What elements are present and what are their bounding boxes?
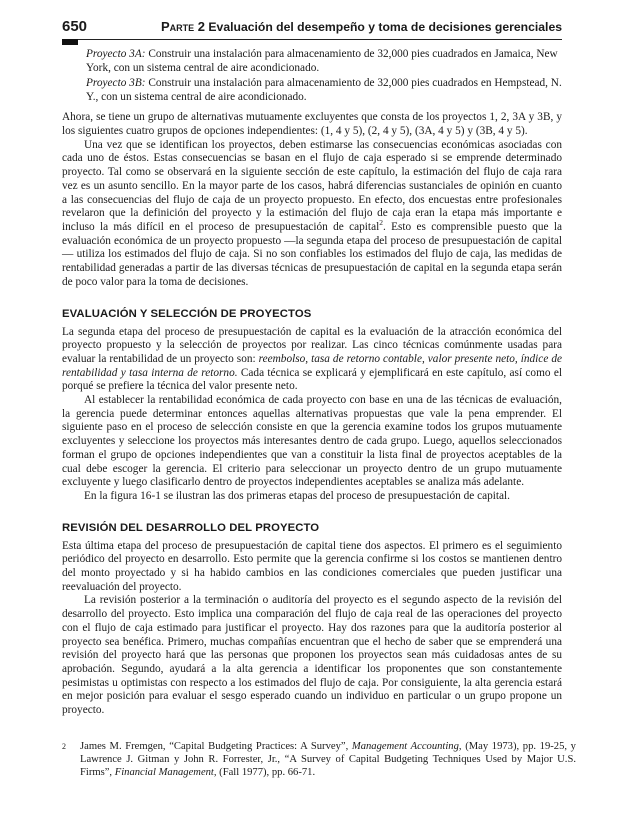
header-rule [62, 39, 562, 42]
techniques-list: reembolso, tasa de retorno contable, valor presente neto, índice de rentabilidad y tasa interna de retorno. [62, 352, 562, 379]
footnote-text: (Fall 1977), pp. 66-71. [216, 767, 316, 779]
project-3a [86, 48, 562, 75]
paragraph: Ahora, se tiene un grupo de alternativas mutuamente excluyentes que consta de los proyectos 1, 2, 3A y 3B, y los siguientes cuatro grupos de opciones independientes: (1, 4 y 5), (2, 4 y 5), (3A, 4 y 5) y (3B, 4 y 5). [62, 111, 562, 138]
footnote [62, 740, 576, 780]
paragraph: Al establecer la rentabilidad económica de cada proyecto con base en una de las técnicas de evaluación, la gerencia puede determinar entonces aquellas alternativas propuestas que vale la pena emprender. El siguiente paso en el proceso de selección consiste en que la gerencia examine todos los grupos mutuamente excluyentes y seleccione los proyectos más interesantes dentro de cada grupo. Luego, aquellos seleccionados forman el grupo de opciones independientes que van a constituir la lista final de proyectos aceptables de la cual debe escoger la gerencia. El criterio para seleccionar un proyecto dentro de un grupo mutuamente excluyente y luego clasificarlo dentro de proyectos independientes aceptables se analiza más adelante. [62, 394, 562, 489]
paragraph: La revisión posterior a la terminación o auditoría del proyecto es el segundo aspecto de la revisión del desarrollo del proyecto. Esto implica una comparación del flujo de caja real de las operaciones del proyecto con el flujo de caja estimado para justificar el proyecto. Hay dos razones para que la auditoría posterior al proyecto sea benéfica. Primero, muchas compañías encuentran que el hecho de saber que se emprenderá una revisión del proyecto hará que las personas que proponen los proyectos sean más cuidadosas antes de su aprobación. Segundo, ayudará a la alta gerencia a identificar los proponentes que son constantemente pesimistas u optimistas con respecto a los estimados del flujo de caja. Por consiguiente, la alta gerencia estará en mejor posición para evaluar el sesgo esperado cuando un individuo en particular o un grupo propone un proyecto. [62, 594, 562, 717]
project-3b [86, 77, 562, 104]
section-title: Evaluación del desempeño y toma de decisiones gerenciales [208, 20, 562, 34]
section-heading: REVISIÓN DEL DESARROLLO DEL PROYECTO [62, 521, 320, 534]
paragraph-text: . Esto es comprensible puesto que la evaluación económica de un proyecto propuesto —la segunda etapa del proceso de presupuestación de capital— utiliza los estimados del flujo de caja. Si no son confiables los estimados del flujo de caja, las medidas de rentabilidad generadas a partir de las diversas técnicas de presupuestación de capital en la segunda etapa serán de poco valor para la toma de decisiones. [62, 221, 562, 288]
page-header [62, 18, 562, 35]
header-rule-block [62, 39, 78, 45]
project-label: Proyecto 3A: [86, 48, 146, 60]
journal-name: Management Accounting, [351, 741, 462, 752]
footnote-text: (May 1973), pp. 19-25, y Lawrence J. Gitman y John R. Forrester, Jr., “A Survey of Capital Budgeting Techniques Used by Major U.S. Firms”, [80, 741, 576, 779]
paragraph-text: La segunda etapa del proceso de presupuestación de capital es la evaluación de la atracción económica del proyecto propuesto y la selección de proyectos por realizar. Las cinco técnicas comúnmente usadas para evaluar la rentabilidad de un proyecto son: [62, 325, 562, 365]
project-text: Construir una instalación para almacenamiento de 32,000 pies cuadrados en Hempstead, N. Y., con un sistema central de aire acondicionado. [86, 77, 562, 103]
page-content [62, 18, 562, 718]
paragraph [62, 326, 562, 395]
footnote-ref: 2 [379, 218, 383, 228]
paragraph: Esta última etapa del proceso de presupuestación de capital tiene dos aspectos. El primero es el seguimiento periódico del proyecto en desarrollo. Esto permite que la gerencia confirme si los costos se mantienen dentro del monto proyectado y si ha habido cambios en las condiciones comerciales que pueden justificar una reevaluación del proyecto. [62, 539, 562, 593]
part-label: Parte 2 [161, 19, 206, 34]
paragraph-text: Cada técnica se explicará y ejemplificará en este capítulo, así como el porqué se prefiere la técnica del valor presente neto. [62, 366, 563, 393]
project-text: Construir una instalación para almacenamiento de 32,000 pies cuadrados en Jamaica, New York, con un sistema central de aire acondicionado. [86, 48, 558, 74]
journal-name: Financial Management, [114, 767, 217, 779]
paragraph [62, 139, 562, 290]
footnote-number: 2 [62, 742, 66, 751]
page-number: 650 [62, 18, 88, 35]
footnote-text: James M. Fremgen, “Capital Budgeting Practices: A Survey”, [80, 741, 352, 752]
running-title [161, 19, 562, 34]
section-heading: EVALUACIÓN Y SELECCIÓN DE PROYECTOS [62, 307, 312, 320]
paragraph-text: Una vez que se identifican los proyectos, deben estimarse las consecuencias económicas asociadas con cada uno de éstos. Estas consecuencias se basan en el flujo de caja esperado si se emprende determinado proyecto. Tal como se observará en la siguiente sección de este capítulo, la estimación del flujo de caja rara vez es un asunto sencillo. En la mayor parte de los casos, habrá diferencias sustanciales de opinión en cuanto a las consecuencias del flujo de caja de un proyecto propuesto. En efecto, dos encuestas entre profesionales revelaron que la definición del proyecto y la estimación del flujo de caja eran la etapa más importante e incluso la más difícil en el proceso de presupuestación de capital [62, 138, 562, 233]
project-label: Proyecto 3B: [86, 77, 146, 90]
paragraph: En la figura 16-1 se ilustran las dos primeras etapas del proceso de presupuestación de capital. [84, 489, 510, 502]
